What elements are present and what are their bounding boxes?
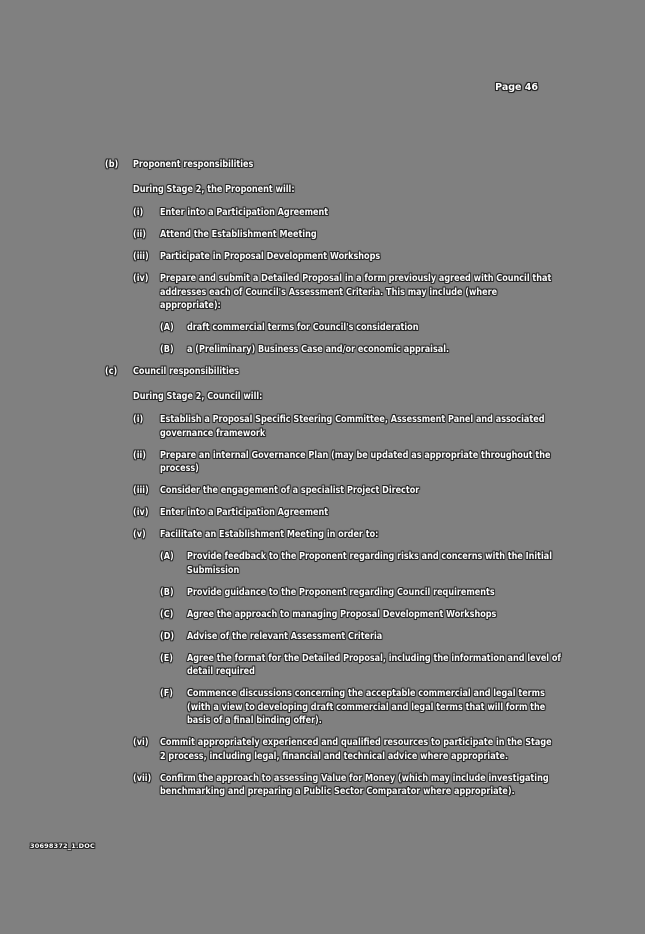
section-heading — [105, 158, 645, 172]
clause-label: (v) — [133, 529, 146, 540]
clause-label: (F) — [160, 688, 173, 699]
clause-text: During Stage 2, Council will: — [133, 391, 263, 402]
clause-text: Facilitate an Establishment Meeting in order to: — [160, 529, 379, 540]
clause-text: During Stage 2, the Proponent will: — [133, 184, 295, 195]
clause-item — [133, 449, 645, 476]
clause-text: Prepare and submit a Detailed Proposal in a form previously agreed with Council that addresses each of Council's Assessment Criteria. This may include (where appropriate): — [160, 273, 552, 311]
clause-text: Commit appropriately experienced and qualified resources to participate in the Stage 2 process, including legal, financial and technical advice where appropriate. — [160, 737, 552, 762]
clause-text: Enter into a Participation Agreement — [160, 207, 329, 218]
clause-subitem — [160, 630, 645, 644]
clause-subitem — [160, 652, 645, 679]
clause-label: (vi) — [133, 737, 149, 748]
clause-label: (iii) — [133, 251, 149, 262]
clause-subitem — [160, 687, 645, 728]
clause-label: (iii) — [133, 485, 149, 496]
section-heading — [105, 365, 645, 379]
clause-text: Proponent responsibilities — [133, 159, 254, 170]
clause-item — [133, 772, 645, 799]
clause-item — [133, 528, 645, 542]
clause-label: (A) — [160, 551, 174, 562]
clause-text: Enter into a Participation Agreement — [160, 507, 329, 518]
clause-text: Confirm the approach to assessing Value for Money (which may include investigating benchmarking and preparing a Public Sector Comparator where appropriate). — [160, 772, 549, 797]
clause-item — [133, 206, 645, 220]
clause-item — [133, 272, 645, 313]
clause-text: Participate in Proposal Development Workshops — [160, 251, 381, 262]
clause-subitem — [160, 608, 645, 622]
clause-text: Attend the Establishment Meeting — [160, 229, 317, 240]
clause-label: (ii) — [133, 449, 146, 461]
clause-label: (A) — [160, 322, 174, 333]
clause-text: Provide feedback to the Proponent regarding risks and concerns with the Initial Submission — [187, 551, 553, 576]
clause-label: (iv) — [133, 507, 149, 518]
clause-label: (D) — [160, 630, 175, 642]
clause-label: (C) — [160, 608, 174, 620]
clause-subitem — [160, 343, 645, 357]
clause-label: (ii) — [133, 229, 146, 240]
clause-label: (vii) — [133, 772, 152, 784]
clause-text: Advise of the relevant Assessment Criteria — [187, 630, 383, 642]
clause-text: Consider the engagement of a specialist Project Director — [160, 485, 420, 496]
clause-item — [133, 484, 645, 498]
clause-text: Agree the approach to managing Proposal Development Workshops — [187, 608, 497, 620]
footer-reference: 30698372_1.DOC — [30, 842, 95, 850]
clause-label: (i) — [133, 414, 144, 425]
clause-subitem — [160, 321, 645, 335]
document-body — [0, 158, 645, 807]
clause-text: Provide guidance to the Proponent regarding Council requirements — [187, 586, 495, 598]
clause-text: draft commercial terms for Council's consideration — [187, 322, 419, 333]
clause-subitem — [160, 550, 645, 577]
clause-label: (B) — [160, 586, 174, 598]
clause-label: (b) — [105, 159, 119, 170]
clause-label: (B) — [160, 344, 174, 355]
section-intro — [133, 390, 645, 404]
clause-label: (c) — [105, 366, 118, 377]
clause-item — [133, 228, 645, 242]
clause-label: (iv) — [133, 273, 149, 284]
clause-text: Agree the format for the Detailed Proposal, including the information and level of detail required — [187, 652, 561, 677]
clause-text: Prepare an internal Governance Plan (may be updated as appropriate throughout the process) — [160, 449, 551, 474]
clause-subitem — [160, 586, 645, 600]
clause-text: Commence discussions concerning the acceptable commercial and legal terms (with a view to developing draft commercial and legal terms that will form the basis of a final binding offer). — [187, 688, 546, 726]
clause-item — [133, 506, 645, 520]
clause-text: a (Preliminary) Business Case and/or economic appraisal. — [187, 344, 450, 355]
clause-text: Establish a Proposal Specific Steering Committee, Assessment Panel and associated governance framework — [160, 414, 545, 439]
clause-label: (E) — [160, 652, 173, 664]
clause-text: Council responsibilities — [133, 366, 240, 377]
clause-item — [133, 413, 645, 440]
page-number: Page 46 — [495, 82, 538, 93]
section-intro — [133, 183, 645, 197]
clause-label: (i) — [133, 207, 144, 218]
clause-item — [133, 736, 645, 763]
clause-item — [133, 250, 645, 264]
